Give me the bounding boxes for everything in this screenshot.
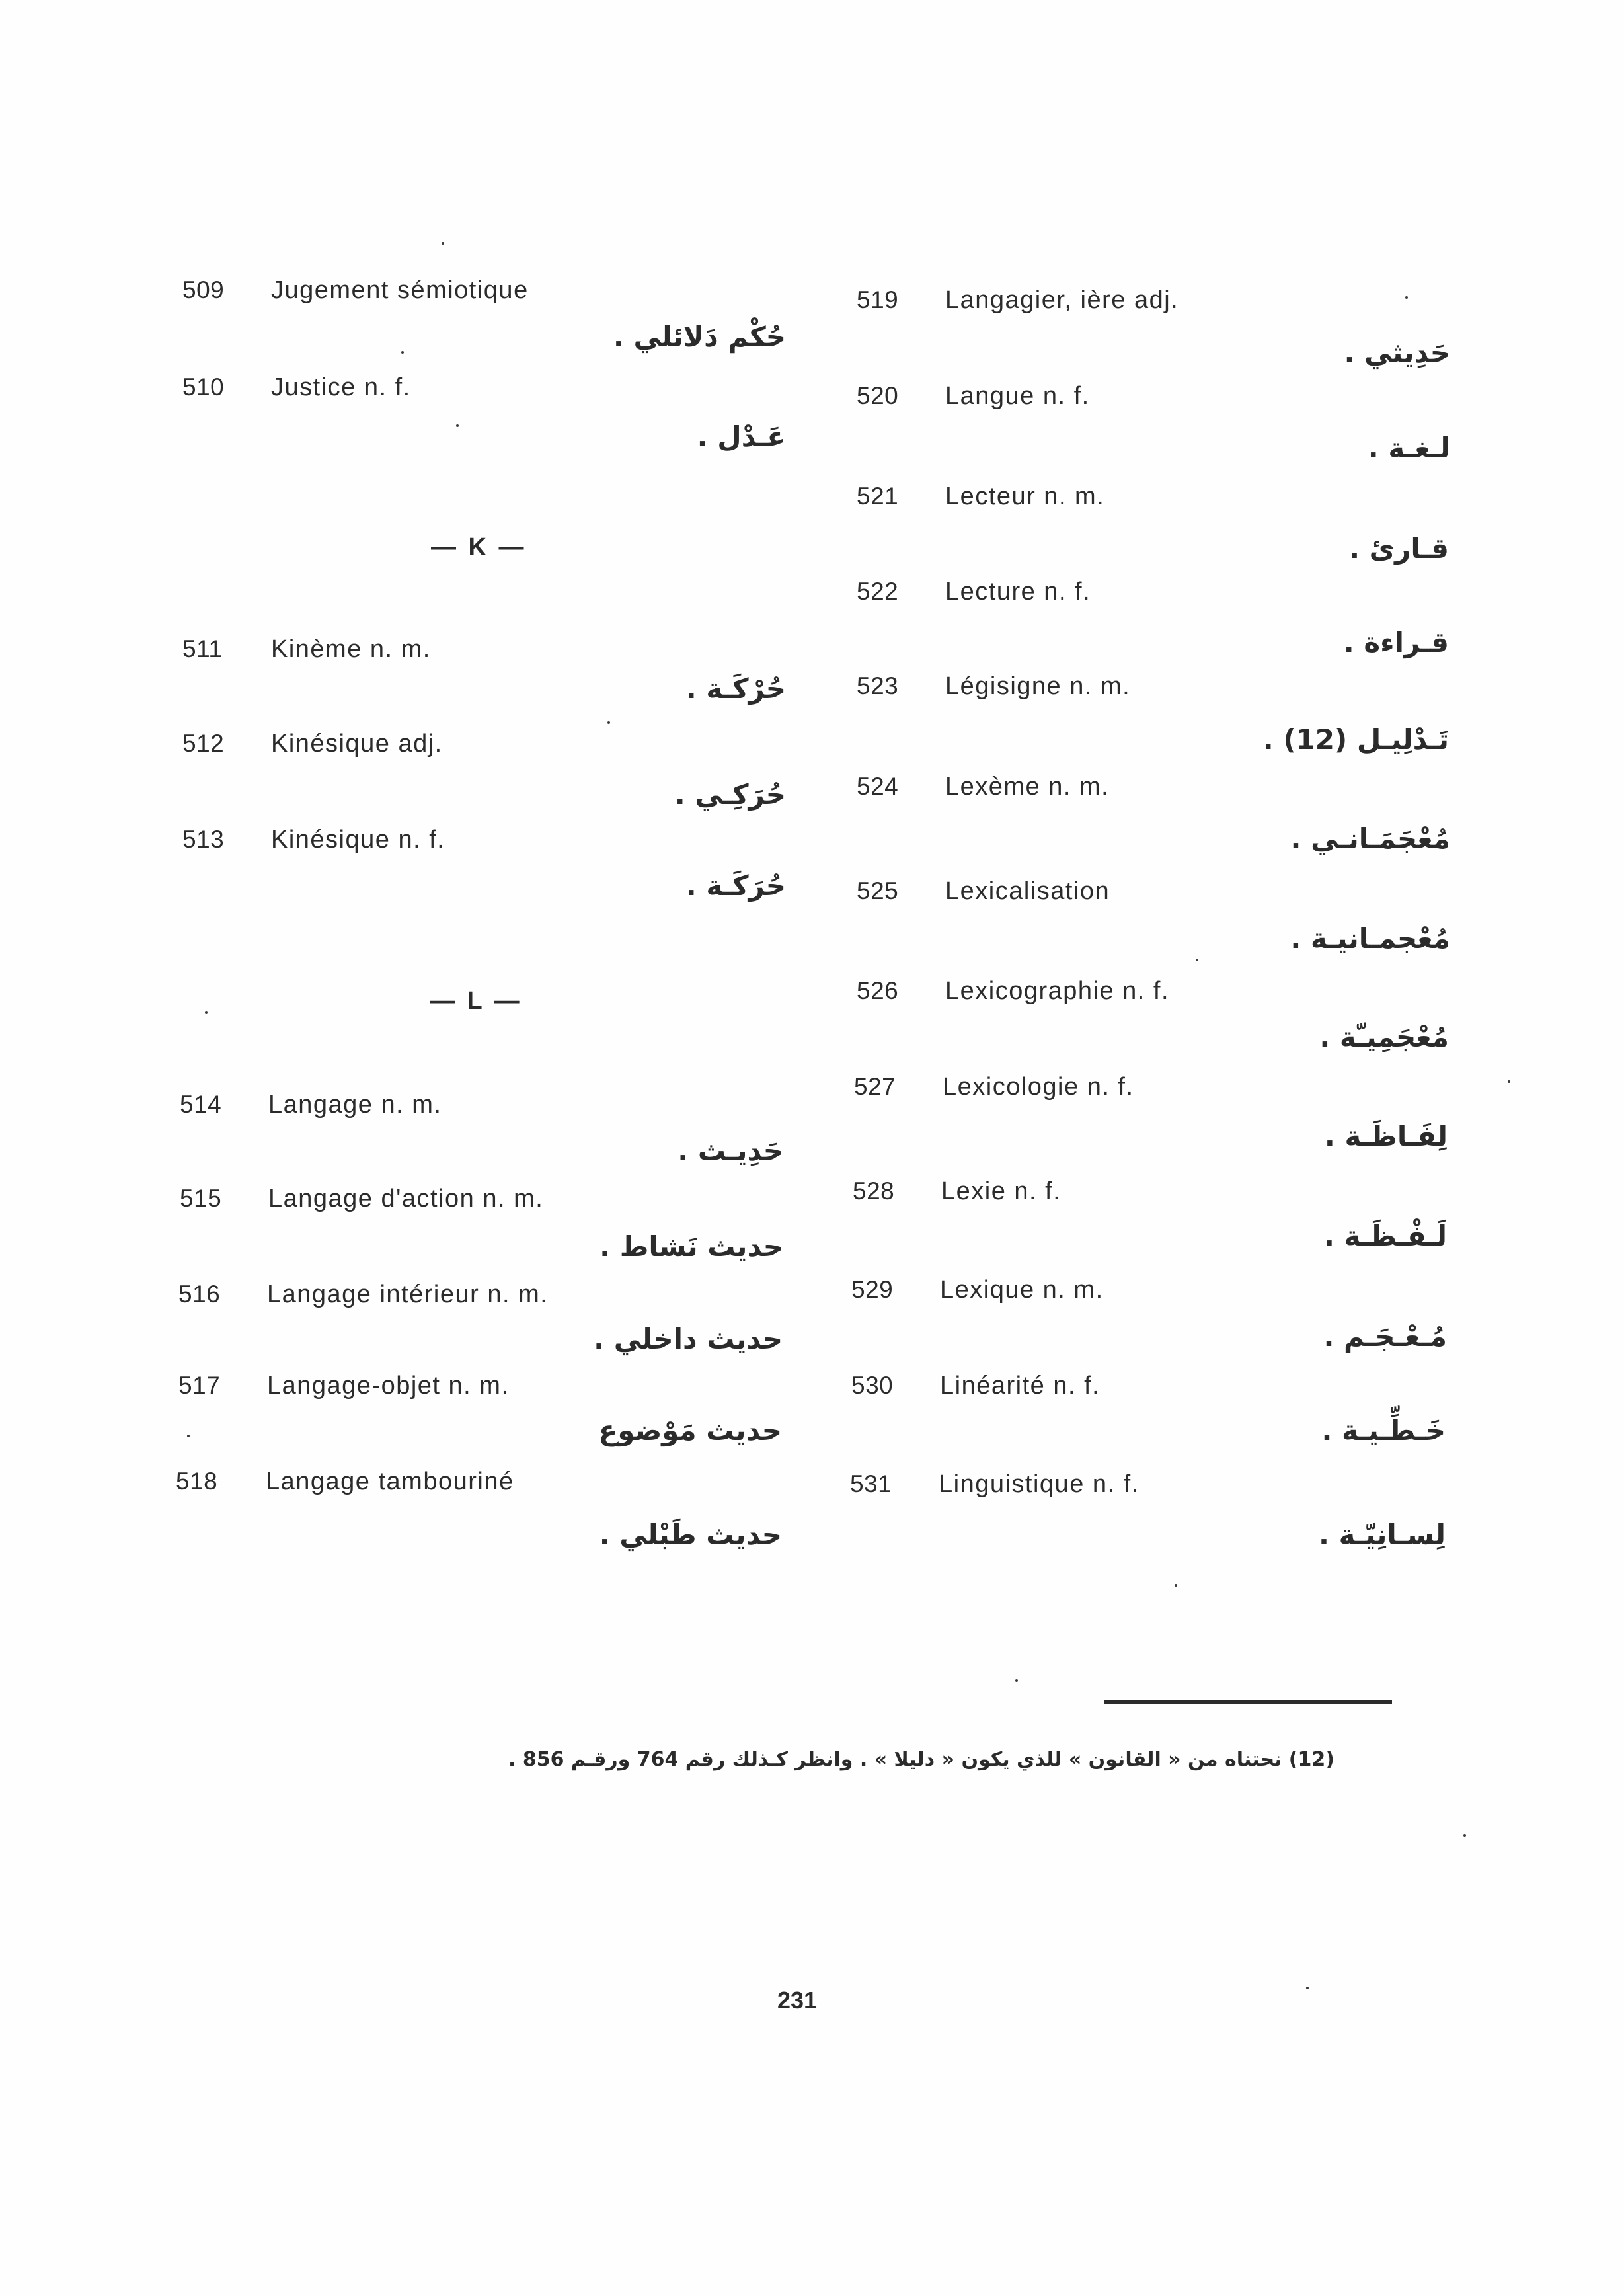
scan-speck [1306,1987,1309,1989]
entry-number: 531 [850,1470,892,1497]
scan-speck [1405,296,1408,299]
entry-arabic-term: لِسـانِيّـة . [1319,1519,1446,1551]
entry-arabic-term: لِفَـاظَـة . [1324,1120,1448,1152]
entry-number: 521 [857,483,899,510]
scan-speck [1508,1080,1510,1083]
entry-arabic-term: مُعْجَمِيـّة . [1319,1021,1449,1053]
entry-arabic-term: حُرَكِـي . [674,778,786,811]
entry-french-term: Linéarité n. f. [940,1372,1101,1400]
entry-french-term: Lexie n. f. [941,1177,1062,1205]
entry-french-term: Lexème n. m. [945,773,1110,801]
entry-arabic-term: حديث داخلي . [594,1323,783,1355]
entry-french-term: Langage n. m. [268,1091,442,1119]
entry-french-term: Linguistique n. f. [939,1470,1140,1498]
entry-number: 509 [182,276,225,303]
entry-number: 510 [182,374,225,401]
scan-speck [1015,1679,1018,1682]
entry-french-term: Lexicalisation [945,877,1110,905]
entry-number: 528 [853,1177,895,1205]
entry-french-term: Langue n. f. [945,382,1090,410]
scan-speck [187,1435,190,1437]
entry-arabic-term: حُرَكَـة . [685,869,786,902]
entry-arabic-term: حَدِيـث . [677,1134,783,1167]
scan-speck [401,351,404,354]
entry-number: 527 [854,1073,896,1100]
entry-number: 519 [857,286,899,313]
scan-speck [456,424,459,427]
scan-speck [1463,1834,1466,1837]
entry-arabic-term: قـارئ . [1349,532,1449,565]
entry-arabic-term: عَـدْل . [697,420,786,453]
letter-section-header-k: — K — [431,534,527,561]
entry-number: 526 [857,977,899,1004]
letter-section-header-l: — L — [430,987,522,1015]
entry-number: 516 [178,1281,221,1308]
entry-number: 529 [851,1276,894,1303]
entry-arabic-term: مُعْجمـانيـة . [1290,922,1450,955]
entry-number: 520 [857,382,899,409]
entry-arabic-term: تَـدْلِيـل (12) . [1262,723,1449,756]
entry-arabic-term: مُعْجَمَـانـي . [1290,822,1450,855]
scan-speck [1175,1584,1177,1587]
entry-arabic-term: مُـعْـجَـم . [1323,1320,1447,1353]
entry-french-term: Lexique n. m. [940,1276,1104,1304]
entry-french-term: Langage tambouriné [266,1468,514,1495]
entry-french-term: Kinésique n. f. [271,826,445,853]
entry-arabic-term: قـراءة . [1343,626,1449,658]
entry-french-term: Langage d'action n. m. [268,1185,544,1212]
entry-arabic-term: لَـفْـظَـة . [1323,1220,1447,1252]
entry-arabic-term: حَدِيثي . [1344,336,1450,369]
entry-french-term: Langage-objet n. m. [267,1372,510,1400]
entry-number: 512 [182,730,225,757]
entry-french-term: Lecture n. f. [945,578,1091,606]
entry-arabic-term: خَـطِّـيـة . [1321,1414,1446,1446]
entry-number: 515 [180,1185,222,1212]
entry-number: 524 [857,773,899,800]
entry-number: 530 [851,1372,894,1399]
entry-french-term: Langage intérieur n. m. [267,1281,549,1308]
scan-speck [607,721,610,724]
entry-french-term: Lexicographie n. f. [945,977,1170,1005]
footnote-separator-rule [1104,1700,1392,1704]
entry-number: 523 [857,672,899,699]
entry-french-term: Kinème n. m. [271,635,431,663]
page-number: 231 [777,1987,818,2014]
entry-french-term: Légisigne n. m. [945,672,1131,700]
entry-number: 514 [180,1091,222,1118]
scan-speck [1196,959,1198,961]
entry-number: 513 [182,826,225,853]
entry-number: 517 [178,1372,221,1399]
footnote-12: (12) نحتناه من « القانون » للذي يكون « دليلا » . وانظر كـذلك رقم 764 ورقـم 856 . [508,1748,1334,1771]
scan-speck [442,242,444,245]
entry-arabic-term: حُكْم دَلائلي . [613,321,786,353]
entry-french-term: Kinésique adj. [271,730,443,758]
entry-arabic-term: حديث مَوْضوع [598,1414,782,1446]
entry-french-term: Jugement sémiotique [271,276,529,304]
entry-number: 518 [176,1468,218,1495]
entry-arabic-term: لـغـة . [1368,432,1450,464]
entry-french-term: Lecteur n. m. [945,483,1105,510]
entry-french-term: Langagier, ière adj. [945,286,1179,314]
entry-french-term: Lexicologie n. f. [943,1073,1134,1101]
entry-french-term: Justice n. f. [271,374,411,401]
entry-number: 511 [182,635,223,662]
entry-number: 522 [857,578,899,605]
scan-speck [205,1011,208,1014]
entry-arabic-term: حديث نَشاط . [599,1230,783,1263]
entry-arabic-term: حديث طَبْلي . [599,1519,782,1551]
entry-number: 525 [857,877,899,904]
entry-arabic-term: حُرْكَـة . [685,672,786,705]
